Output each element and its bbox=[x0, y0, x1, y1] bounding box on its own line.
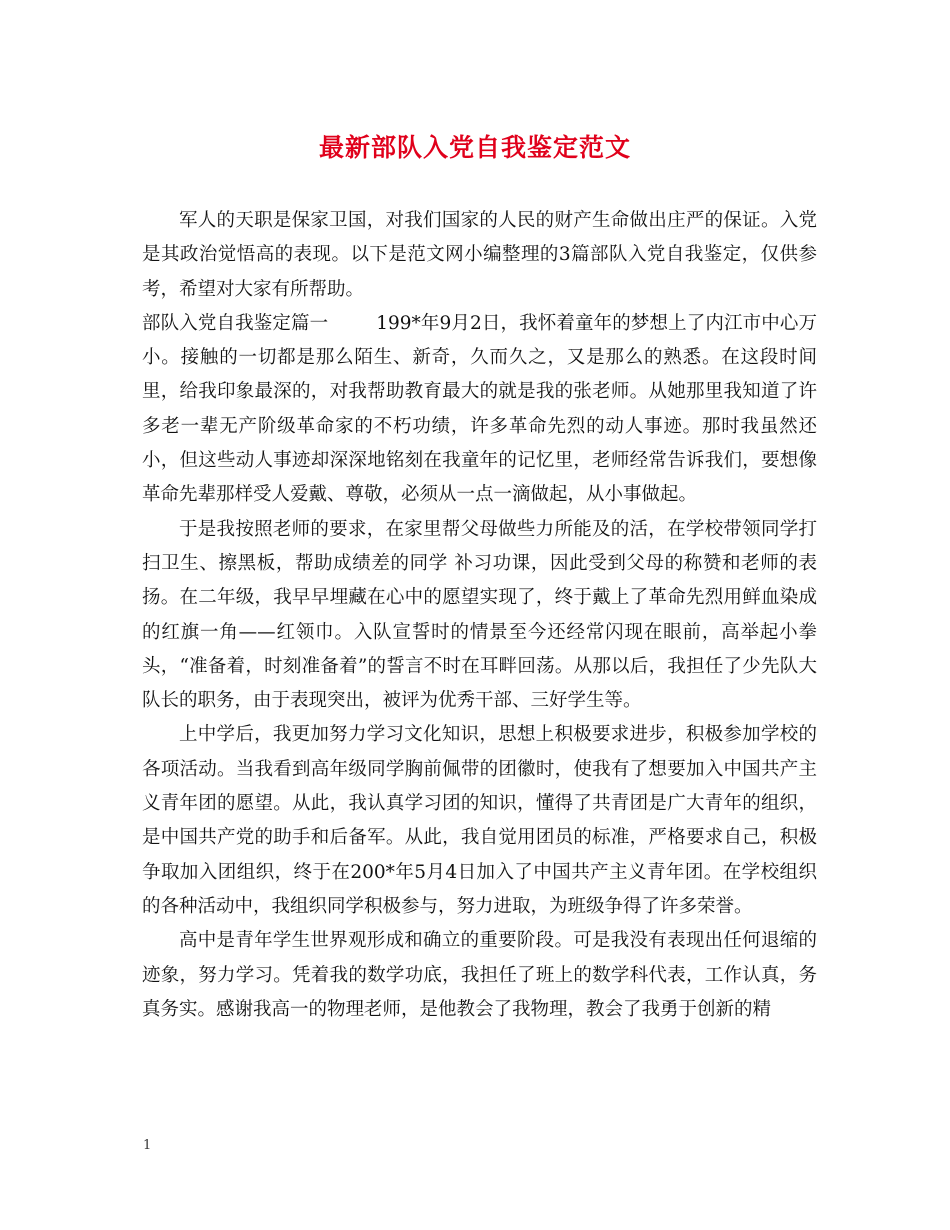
section-first-paragraph bbox=[142, 307, 817, 513]
section-first-paragraph-text: 199*年9月2日，我怀着童年的梦想上了内江市中心万小。接触的一切都是那么陌生、新奇，久而久之，又是那么的熟悉。在这段时间里，给我印象最深的，对我帮助教育最大的就是我的张老师。从她那里我知道了许多老一辈无产阶级革命家的不朽功绩，许多革命先烈的动人事迹。那时我虽然还小，但这些动人事迹却深深地铭刻在我童年的记忆里，老师经常告诉我们，要想像革命先辈那样受人爱戴、尊敬，必须从一点一滴做起，从小事做起。 bbox=[142, 312, 817, 506]
body-paragraph: 于是我按照老师的要求，在家里帮父母做些力所能及的活，在学校带领同学打扫卫生、擦黑板，帮助成绩差的同学 补习功课，因此受到父母的称赞和老师的表扬。在二年级，我早早埋藏在心中的愿望实现了，终于戴上了革命先烈用鲜血染成的红旗一角——红领巾。入队宣誓时的情景至今还经常闪现在眼前，高举起小拳头，“准备着，时刻准备着”的誓言不时在耳畔回荡。从那以后，我担任了少先队大队长的职务，由于表现突出，被评为优秀干部、三好学生等。 bbox=[142, 518, 817, 712]
document-title: 最新部队入党自我鉴定范文 bbox=[318, 133, 631, 162]
body-paragraph: 高中是青年学生世界观形成和确立的重要阶段。可是我没有表现出任何退缩的迹象，努力学习。凭着我的数学功底，我担任了班上的数学科代表，工作认真，务真务实。感谢我高一的物理老师，是他教会了我物理，教会了我勇于创新的精 bbox=[142, 930, 817, 1020]
section-heading: 部队入党自我鉴定篇一 bbox=[142, 312, 329, 334]
intro-paragraph: 军人的天职是保家卫国，对我们国家的人民的财产生命做出庄严的保证。入党是其政治觉悟高的表现。以下是范文网小编整理的3篇部队入党自我鉴定，仅供参考，希望对大家有所帮助。 bbox=[142, 210, 817, 300]
document-body bbox=[142, 204, 817, 1027]
body-paragraph: 上中学后，我更加努力学习文化知识，思想上积极要求进步，积极参加学校的各项活动。当我看到高年级同学胸前佩带的团徽时，使我有了想要加入中国共产主义青年团的愿望。从此，我认真学习团的知识，懂得了共青团是广大青年的组织，是中国共产党的助手和后备军。从此，我自觉用团员的标准，严格要求自己，积极争取加入团组织，终于在200*年5月4日加入了中国共产主义青年团。在学校组织的各种活动中，我组织同学积极参与，努力进取，为班级争得了许多荣誉。 bbox=[142, 724, 817, 917]
page-number: 1 bbox=[143, 1138, 152, 1153]
